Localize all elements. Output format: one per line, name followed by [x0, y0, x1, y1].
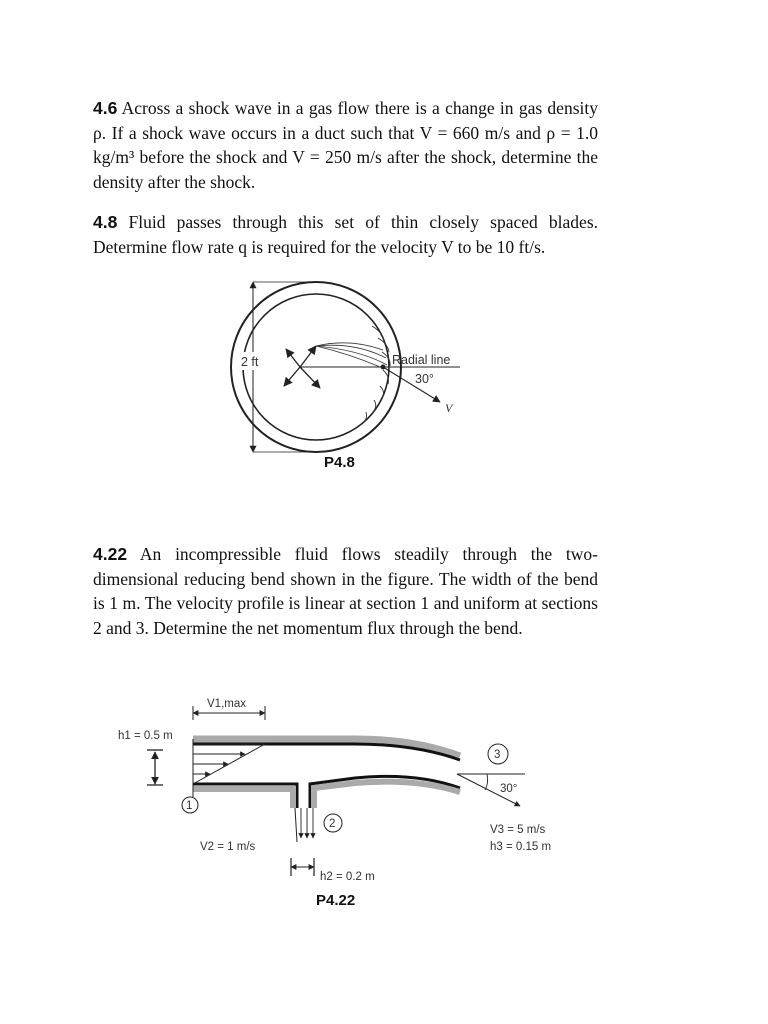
problem-text	[93, 542, 598, 640]
problem-number: 4.22	[93, 544, 128, 564]
figure-p4-8	[220, 270, 500, 470]
angle-label: 30°	[500, 783, 518, 795]
top-wall-shade	[193, 739, 460, 756]
outflow-arrow	[300, 367, 320, 388]
problem-number: 4.6	[93, 98, 118, 118]
outflow-arrow	[284, 367, 300, 386]
outflow-arrow	[300, 346, 316, 367]
section-2-flow	[295, 808, 297, 842]
velocity-label: V	[445, 401, 453, 415]
bottom-wall-shade	[314, 782, 460, 808]
problem-body: An incompressible fluid flows steadily through the two-dimensional reducing bend shown in the figure. The width of the bend is 1 m. The velocity profile is linear at section 1 and uniform at sections 2 and 3. Determine the net momentum flux through the bend.	[93, 544, 598, 638]
section-3-label: 3	[494, 749, 501, 761]
problem-text	[93, 96, 598, 194]
bottom-wall-shade	[193, 789, 293, 808]
problem-text	[93, 210, 598, 259]
problem-body: Across a shock wave in a gas flow there is a change in gas density ρ. If a shock wave occurs in a duct such that V = 660 m/s and ρ = 1.0 kg/m³ before the shock and V = 250 m/s after the shock, determine the density after the shock.	[93, 98, 598, 192]
v3-label: V3 = 5 m/s	[490, 824, 546, 836]
reducing-bend-diagram	[115, 692, 585, 892]
problem-4-8	[93, 210, 598, 259]
angle-label: 30°	[415, 372, 434, 386]
problem-number: 4.8	[93, 212, 118, 232]
streamline	[316, 346, 380, 367]
figure-p4-22	[115, 692, 585, 892]
problem-4-22	[93, 542, 598, 640]
section-2-label: 2	[329, 818, 336, 830]
diameter-label: 2 ft	[241, 355, 259, 369]
outflow-arrow	[286, 349, 300, 367]
v1max-label: V1,max	[207, 698, 246, 710]
problem-body: Fluid passes through this set of thin closely spaced blades. Determine flow rate q is required for the velocity V to be 10 ft/s.	[93, 212, 599, 257]
radial-line-label: Radial line	[392, 353, 451, 367]
figure-caption-p4-22: P4.22	[316, 892, 356, 909]
h3-label: h3 = 0.15 m	[490, 841, 552, 853]
v2-label: V2 = 1 m/s	[200, 841, 256, 853]
problem-4-6	[93, 96, 598, 194]
h1-label: h1 = 0.5 m	[118, 730, 173, 742]
h2-label: h2 = 0.2 m	[320, 871, 375, 883]
blade-ring-diagram	[220, 270, 500, 470]
figure-caption-p4-8: P4.8	[324, 454, 355, 471]
section-1-label: 1	[186, 800, 193, 812]
angle-arc	[485, 774, 488, 790]
